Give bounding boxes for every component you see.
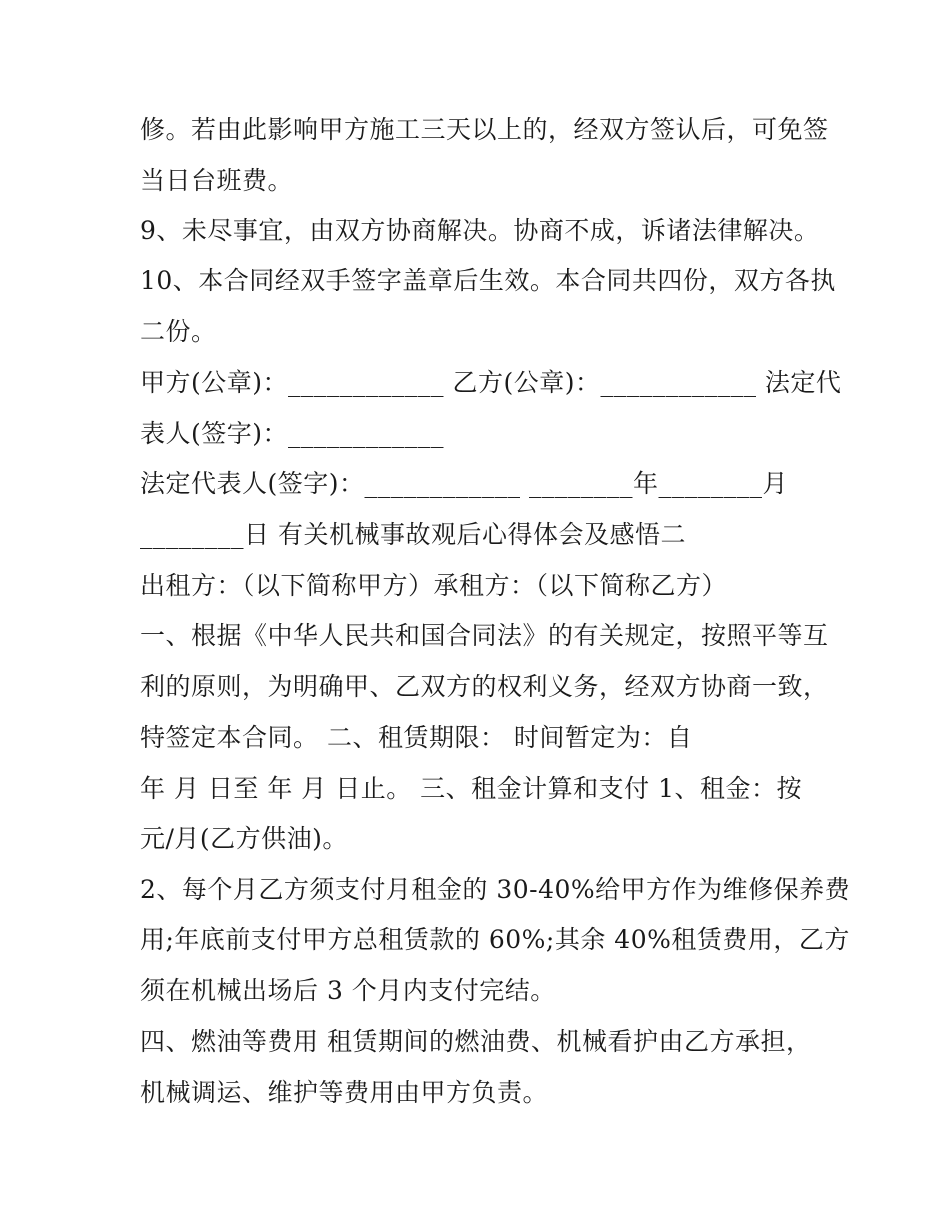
text-line: ________日 有关机械事故观后心得体会及感悟二 xyxy=(140,520,686,549)
text-line: 年 月 日至 年 月 日止。 三、租金计算和支付 1、租金：按 xyxy=(140,774,803,803)
text-line: 机械调运、维护等费用由甲方负责。 xyxy=(140,1078,549,1107)
text-line: 利的原则，为明确甲、乙双方的权利义务，经双方协商一致， xyxy=(140,672,829,701)
text-line: 当日台班费。 xyxy=(140,166,294,195)
text-line: 二份。 xyxy=(140,317,217,346)
text-line: 特签定本合同。 二、租赁期限： 时间暂定为：自 xyxy=(140,723,693,752)
text-line: 须在机械出场后 3 个月内支付完结。 xyxy=(140,976,556,1005)
text-line: 甲方(公章)：____________ 乙方(公章)：____________ 法定代 xyxy=(140,368,842,397)
text-line: 出租方：（以下简称甲方）承租方：（以下简称乙方） xyxy=(140,571,728,600)
text-line: 四、燃油等费用 租赁期间的燃油费、机械看护由乙方承担， xyxy=(140,1027,812,1056)
text-line: 2、每个月乙方须支付月租金的 30-40%给甲方作为维修保养费 xyxy=(140,875,851,904)
text-line: 法定代表人(签字)：____________ ________年________月 xyxy=(140,469,788,498)
text-line: 用;年底前支付甲方总租赁款的 60%;其余 40%租赁费用，乙方 xyxy=(140,925,850,954)
text-line: 一、根据《中华人民共和国合同法》的有关规定，按照平等互 xyxy=(140,621,829,650)
text-line: 元/月(乙方供油)。 xyxy=(140,824,348,853)
text-line: 10、本合同经双手签字盖章后生效。本合同共四份，双方各执 xyxy=(140,266,836,295)
text-line: 表人(签字)：____________ xyxy=(140,419,445,448)
text-line: 9、未尽事宜，由双方协商解决。协商不成，诉诸法律解决。 xyxy=(140,216,820,245)
text-line: 修。若由此影响甲方施工三天以上的，经双方签认后，可免签 xyxy=(140,115,829,144)
